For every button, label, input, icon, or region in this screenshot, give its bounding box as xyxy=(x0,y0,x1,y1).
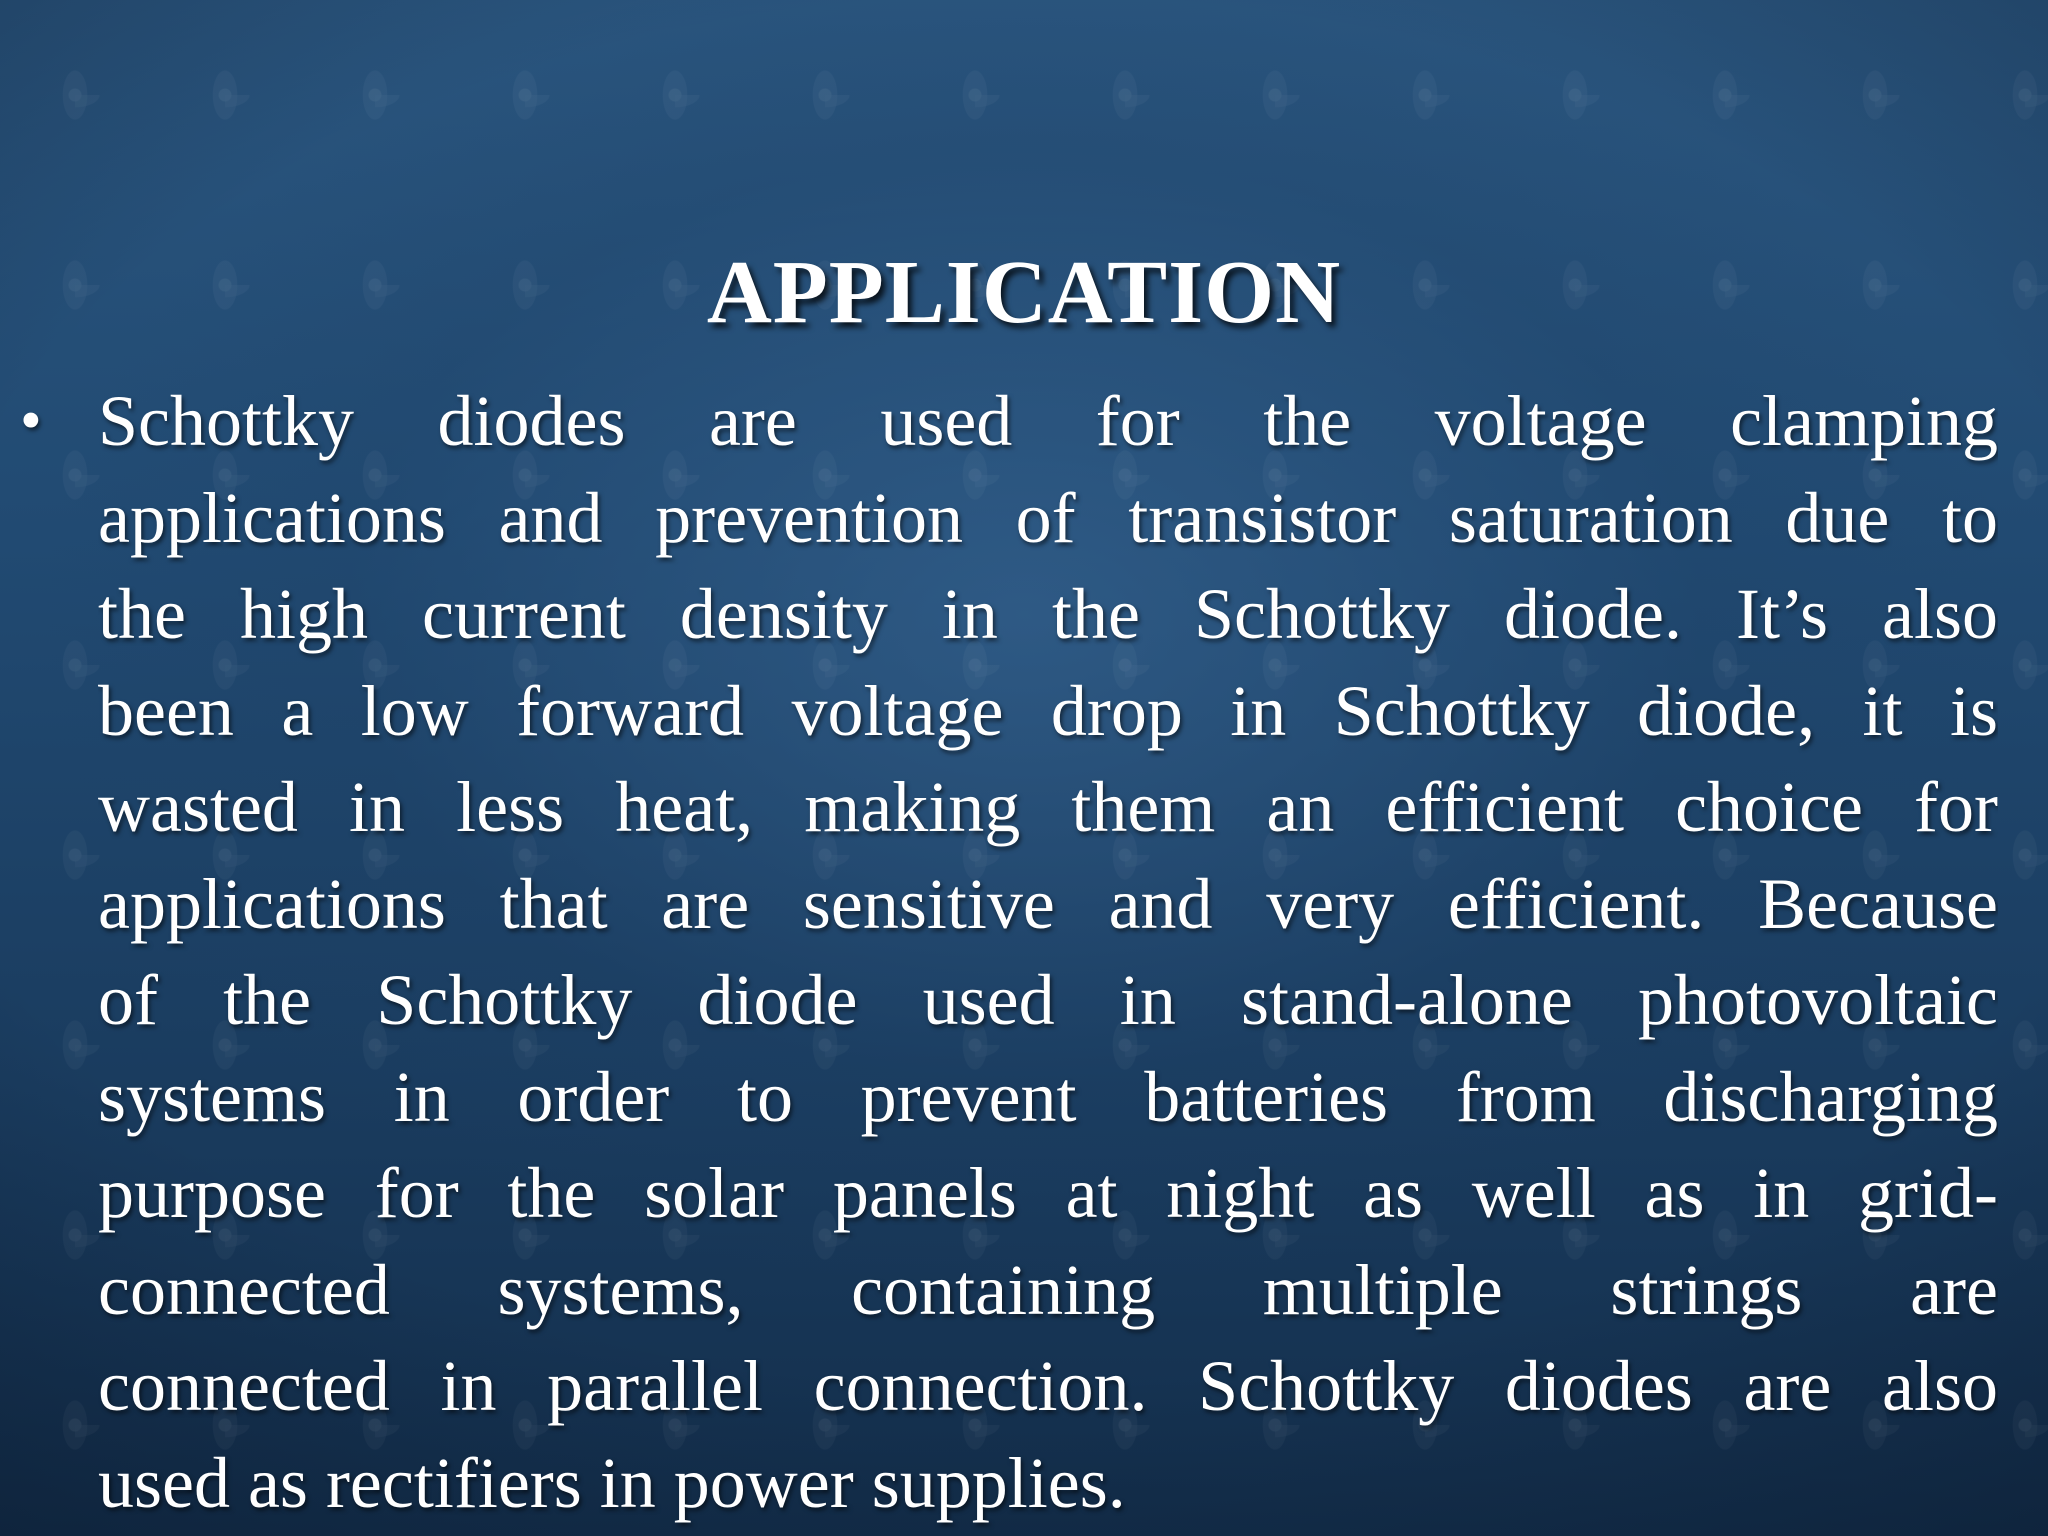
paragraph-line-11: connected in parallel connection. Schottky diodes are also xyxy=(98,1346,1998,1426)
paragraph-line-7: of the Schottky diode used in stand-alone photovoltaic xyxy=(98,960,1998,1040)
paragraph-line-3: the high current density in the Schottky diode. It’s also xyxy=(98,574,1998,654)
slide-title: APPLICATION xyxy=(706,243,1342,342)
paragraph-line-5: wasted in less heat, making them an efficient choice for xyxy=(98,767,1998,847)
paragraph-line-4: been a low forward voltage drop in Schottky diode, it is xyxy=(98,670,1998,751)
paragraph-line-12: used as rectifiers in power supplies. xyxy=(98,1442,1126,1523)
paragraph-line-10: connected systems, containing multiple strings are xyxy=(98,1249,1998,1330)
bullet-icon: • xyxy=(20,387,42,455)
paragraph-line-6: applications that are sensitive and very efficient. Because xyxy=(98,863,1998,944)
bullet-item xyxy=(20,373,1998,1531)
paragraph-line-2: applications and prevention of transistor saturation due to xyxy=(98,477,1998,558)
paragraph-line-8: systems in order to prevent batteries from discharging xyxy=(98,1056,1998,1137)
paragraph-line-1: Schottky diodes are used for the voltage clamping xyxy=(98,381,1998,461)
paragraph-line-9: purpose for the solar panels at night as well as in grid- xyxy=(98,1153,1998,1233)
bullet-list xyxy=(20,373,1998,1531)
